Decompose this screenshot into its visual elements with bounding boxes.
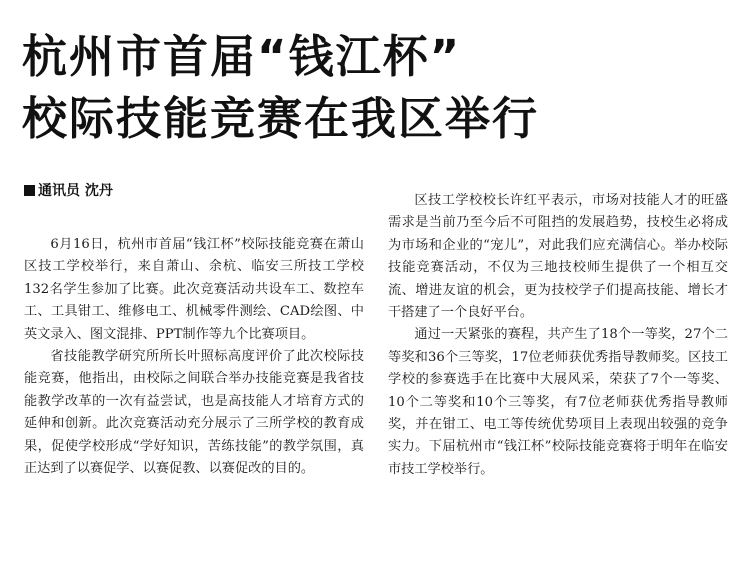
byline-text: 通讯员 沈丹	[38, 183, 113, 199]
article-paragraph: 区技工学校校长许红平表示，市场对技能人才的旺盛需求是当前乃至今后不可阻挡的发展趋势，技校生必将成为市场和企业的“宠儿”，对此我们应充满信心。举办校际技能竞赛活动，不仅为三地技校师生提供了一个相互交流、增进友谊的机会，更为技校学子们提高技能、增长才干搭建了一个良好平台。	[388, 193, 728, 321]
article-paragraph: 6月16日，杭州市首届“钱江杯”校际技能竞赛在萧山区技工学校举行，来自萧山、余杭、临安三所技工学校132名学生参加了比赛。此次竞赛活动共设车工、数控车工、工具钳工、维修电工、机械零件测绘、CAD绘图、中英文录入、图文混排、PPT制作等九个比赛项目。	[24, 237, 364, 342]
headline-line-2: 校际技能竞赛在我区举行	[22, 92, 540, 145]
article-paragraph: 省技能教学研究所所长叶照标高度评价了此次校际技能竞赛，他指出，由校际之间联合举办技能竞赛是我省技能教学改革的一次有益尝试，也是高技能人才培育方式的延伸和创新。此次竞赛活动充分展示了三所学校的教育成果，促使学校形成“学好知识，苦练技能”的教学氛围，真正达到了以赛促学、以赛促教、以赛促改的目的。	[24, 349, 364, 477]
article-column-left	[24, 234, 364, 480]
article-paragraph: 通过一天紧张的赛程，共产生了18个一等奖，27个二等奖和36个三等奖，17位老师获优秀指导教师奖。区技工学校的参赛选手在比赛中大展风采，荣获了7个一等奖、10个二等奖和10个三等奖，有7位老师获优秀指导教师奖，并在钳工、电工等传统优势项目上表现出较强的竞争实力。下届杭州市“钱江杯”校际技能竞赛将于明年在临安市技工学校举行。	[388, 327, 728, 477]
headline-line-1: 杭州市首届“钱江杯”	[22, 30, 462, 83]
byline	[24, 180, 113, 202]
article-column-right	[388, 190, 728, 481]
article-headline	[22, 26, 722, 150]
byline-square-icon	[24, 185, 35, 196]
